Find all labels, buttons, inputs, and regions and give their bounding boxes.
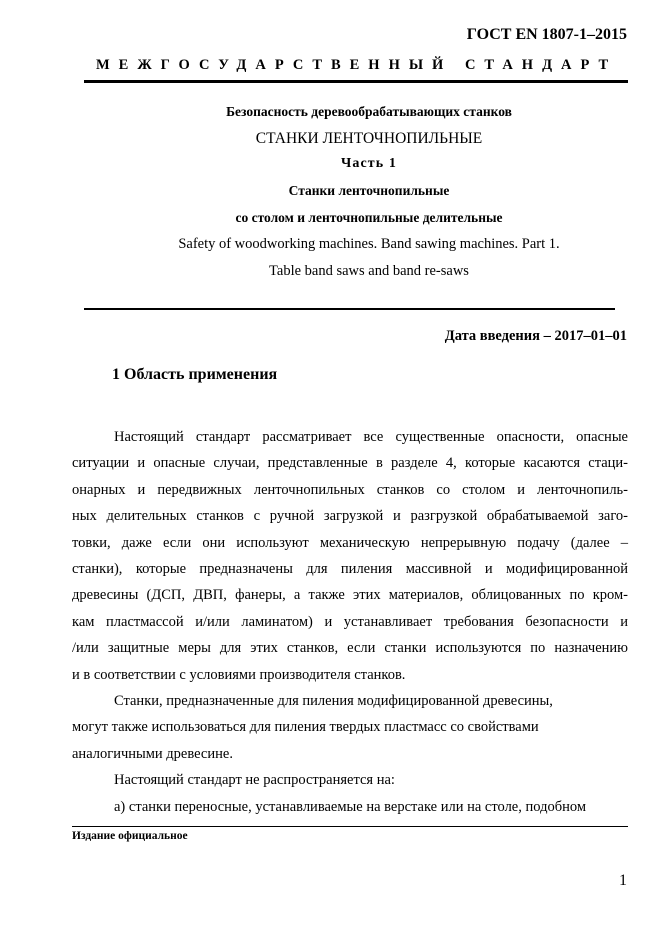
paragraph-line: кам пластмассой и/или ламинатом) и устанавливает требования безопасности и <box>72 613 628 630</box>
paragraph-line: древесины (ДСП, ДВП, фанеры, а также этих материалов, облицованных по кром- <box>72 587 628 604</box>
introduction-date: Дата введения – 2017–01–01 <box>444 328 627 344</box>
paragraph-line: Настоящий стандарт рассматривает все существенные опасности, опасные <box>114 429 628 445</box>
title-part: Часть 1 <box>340 156 398 171</box>
document-number: ГОСТ EN 1807-1–2015 <box>466 26 627 43</box>
section-title: 1 Область применения <box>112 366 278 383</box>
title-english-line-2: Table band saws and band re-saws <box>269 263 469 279</box>
paragraph-2 <box>72 688 628 767</box>
title-subtitle-line-2: со столом и ленточнопильные делительные <box>235 210 503 225</box>
title-main: СТАНКИ ЛЕНТОЧНОПИЛЬНЫЕ <box>255 130 483 147</box>
paragraph-line: а) станки переносные, устанавливаемые на верстаке или на столе, подобном <box>114 798 586 815</box>
footer-divider <box>72 826 628 827</box>
title-divider <box>84 308 615 310</box>
list-item-a <box>72 794 628 820</box>
paragraph-line: аналогичными древесине. <box>72 745 233 762</box>
title-safety: Безопасность деревообрабатывающих станков <box>226 104 512 119</box>
section-body <box>72 424 628 820</box>
edition-note: Издание официальное <box>72 830 188 842</box>
paragraph-1 <box>72 424 628 688</box>
top-divider <box>84 80 628 83</box>
paragraph-line: станки), которые предназначены для пиления массивной и модифицированной <box>72 561 628 578</box>
page-number: 1 <box>619 872 627 889</box>
paragraph-line: товки, даже если они используют механическую непрерывную подачу (далее – <box>72 534 628 551</box>
title-subtitle-line-1: Станки ленточнопильные <box>288 183 450 198</box>
paragraph-line: Настоящий стандарт не распространяется на: <box>114 772 395 789</box>
paragraph-line: Станки, предназначенные для пиления модифицированной древесины, <box>114 693 553 710</box>
paragraph-line: онарных и передвижных ленточнопильных станков со столом и ленточнопиль- <box>72 481 628 498</box>
paragraph-line: могут также использоваться для пиления твердых пластмасс со свойствами <box>72 719 539 736</box>
paragraph-line: и в соответствии с условиями производителя станков. <box>72 666 406 683</box>
paragraph-3 <box>72 767 628 793</box>
paragraph-line: ситуации и опасные случаи, представленные в разделе 4, которые касаются стаци- <box>72 455 628 472</box>
title-english-line-1: Safety of woodworking machines. Band sawing machines. Part 1. <box>178 236 560 252</box>
paragraph-line: ных делительных станков с ручной загрузкой и разгрузкой обрабатываемой заго- <box>72 508 628 525</box>
paragraph-line: /или защитные меры для этих станков, если станки используются по назначению <box>72 640 628 657</box>
standard-type-heading: МЕЖГОСУДАРСТВЕННЫЙ СТАНДАРТ <box>96 57 618 73</box>
